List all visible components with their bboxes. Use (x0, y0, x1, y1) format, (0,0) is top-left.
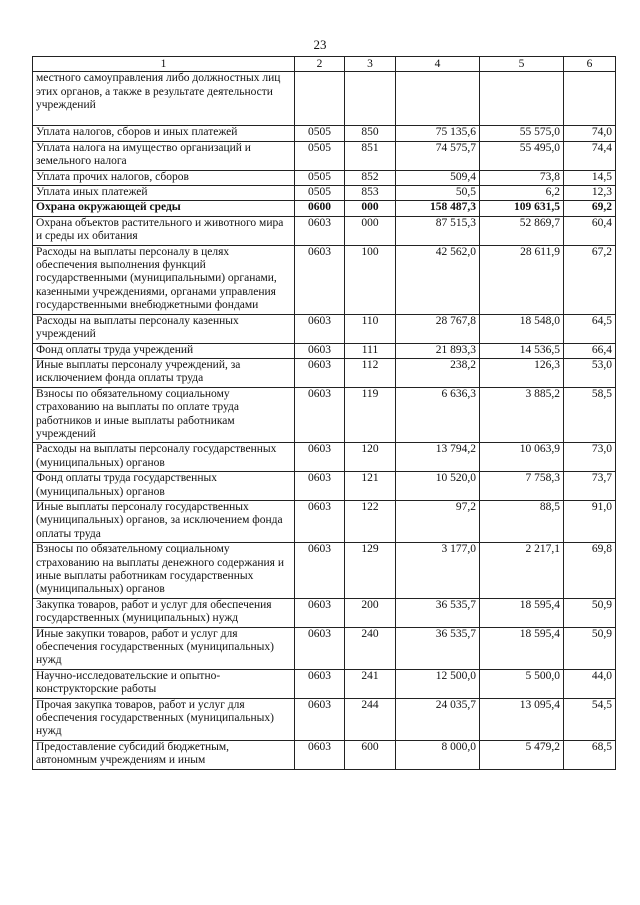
section-code: 0603 (295, 343, 345, 358)
actual-amount: 13 095,4 (480, 698, 564, 740)
execution-percent: 64,5 (564, 314, 616, 343)
section-code: 0603 (295, 358, 345, 387)
actual-amount: 55 575,0 (480, 126, 564, 141)
section-code: 0505 (295, 126, 345, 141)
actual-amount: 52 869,7 (480, 216, 564, 245)
actual-amount: 7 758,3 (480, 472, 564, 501)
planned-amount: 12 500,0 (396, 669, 480, 698)
row-name: Охрана окружающей среды (33, 201, 295, 216)
column-header: 5 (480, 57, 564, 72)
expense-type-code: 852 (345, 170, 396, 185)
expense-type-code: 200 (345, 598, 396, 627)
row-name: Уплата прочих налогов, сборов (33, 170, 295, 185)
execution-percent: 44,0 (564, 669, 616, 698)
row-name: Иные закупки товаров, работ и услуг для обеспечения государственных (муниципальных) нужд (33, 627, 295, 669)
table-row (33, 141, 616, 170)
expense-type-code: 111 (345, 343, 396, 358)
section-code: 0603 (295, 627, 345, 669)
execution-percent: 12,3 (564, 186, 616, 201)
expense-type-code: 000 (345, 201, 396, 216)
row-name: Уплата налога на имущество организаций и земельного налога (33, 141, 295, 170)
execution-percent: 53,0 (564, 358, 616, 387)
planned-amount: 87 515,3 (396, 216, 480, 245)
planned-amount: 21 893,3 (396, 343, 480, 358)
section-code: 0603 (295, 472, 345, 501)
section-code (295, 72, 345, 126)
row-name: Научно-исследовательские и опытно-конструкторские работы (33, 669, 295, 698)
section-code: 0603 (295, 216, 345, 245)
table-row (33, 201, 616, 216)
planned-amount: 8 000,0 (396, 740, 480, 769)
actual-amount: 18 595,4 (480, 598, 564, 627)
expense-type-code: 100 (345, 245, 396, 314)
table-row (33, 598, 616, 627)
table-row (33, 740, 616, 769)
actual-amount: 73,8 (480, 170, 564, 185)
actual-amount: 126,3 (480, 358, 564, 387)
expense-type-code: 122 (345, 500, 396, 542)
planned-amount: 10 520,0 (396, 472, 480, 501)
actual-amount: 5 479,2 (480, 740, 564, 769)
section-code: 0603 (295, 443, 345, 472)
table-row (33, 543, 616, 599)
planned-amount: 158 487,3 (396, 201, 480, 216)
actual-amount: 88,5 (480, 500, 564, 542)
execution-percent: 68,5 (564, 740, 616, 769)
row-name: Взносы по обязательному социальному страхованию на выплаты денежного содержания и иные выплаты работникам государственных (муниципальных) органов (33, 543, 295, 599)
actual-amount: 18 595,4 (480, 627, 564, 669)
execution-percent: 60,4 (564, 216, 616, 245)
section-code: 0603 (295, 698, 345, 740)
column-header: 1 (33, 57, 295, 72)
row-name: Иные выплаты персоналу учреждений, за исключением фонда оплаты труда (33, 358, 295, 387)
expense-type-code: 129 (345, 543, 396, 599)
table-row (33, 387, 616, 443)
row-name: Прочая закупка товаров, работ и услуг для обеспечения государственных (муниципальных) нужд (33, 698, 295, 740)
planned-amount (396, 72, 480, 126)
table-row (33, 627, 616, 669)
planned-amount: 36 535,7 (396, 627, 480, 669)
expense-type-code: 112 (345, 358, 396, 387)
actual-amount: 14 536,5 (480, 343, 564, 358)
expense-type-code (345, 72, 396, 126)
column-header: 3 (345, 57, 396, 72)
table-row (33, 669, 616, 698)
planned-amount: 3 177,0 (396, 543, 480, 599)
execution-percent: 14,5 (564, 170, 616, 185)
row-name: Фонд оплаты труда государственных (муниципальных) органов (33, 472, 295, 501)
execution-percent: 91,0 (564, 500, 616, 542)
table-row (33, 472, 616, 501)
table-row (33, 72, 616, 126)
section-code: 0505 (295, 170, 345, 185)
actual-amount: 6,2 (480, 186, 564, 201)
expense-type-code: 853 (345, 186, 396, 201)
actual-amount: 2 217,1 (480, 543, 564, 599)
planned-amount: 74 575,7 (396, 141, 480, 170)
execution-percent: 73,0 (564, 443, 616, 472)
row-name: Расходы на выплаты персоналу государственных (муниципальных) органов (33, 443, 295, 472)
execution-percent: 50,9 (564, 598, 616, 627)
table-row (33, 443, 616, 472)
row-name: Расходы на выплаты персоналу в целях обеспечения выполнения функций государственными (муниципальными) органами, казенными учреждениями, органами управления государственными внебюджетными фондами (33, 245, 295, 314)
budget-table (32, 56, 616, 770)
execution-percent: 58,5 (564, 387, 616, 443)
row-name: Фонд оплаты труда учреждений (33, 343, 295, 358)
planned-amount: 50,5 (396, 186, 480, 201)
table-row (33, 170, 616, 185)
expense-type-code: 121 (345, 472, 396, 501)
actual-amount: 10 063,9 (480, 443, 564, 472)
planned-amount: 75 135,6 (396, 126, 480, 141)
execution-percent: 69,8 (564, 543, 616, 599)
column-header: 6 (564, 57, 616, 72)
execution-percent: 73,7 (564, 472, 616, 501)
table-row (33, 698, 616, 740)
planned-amount: 42 562,0 (396, 245, 480, 314)
planned-amount: 238,2 (396, 358, 480, 387)
actual-amount: 109 631,5 (480, 201, 564, 216)
table-row (33, 186, 616, 201)
table-row (33, 343, 616, 358)
planned-amount: 24 035,7 (396, 698, 480, 740)
header-row (33, 57, 616, 72)
table-body (33, 72, 616, 769)
section-code: 0603 (295, 245, 345, 314)
column-header: 2 (295, 57, 345, 72)
section-code: 0603 (295, 500, 345, 542)
row-name: местного самоуправления либо должностных лиц этих органов, а также в результате деятельности учреждений (33, 72, 295, 126)
planned-amount: 28 767,8 (396, 314, 480, 343)
expense-type-code: 600 (345, 740, 396, 769)
execution-percent: 50,9 (564, 627, 616, 669)
table-row (33, 358, 616, 387)
section-code: 0600 (295, 201, 345, 216)
execution-percent (564, 72, 616, 126)
expense-type-code: 851 (345, 141, 396, 170)
execution-percent: 54,5 (564, 698, 616, 740)
table-row (33, 245, 616, 314)
expense-type-code: 850 (345, 126, 396, 141)
actual-amount: 5 500,0 (480, 669, 564, 698)
section-code: 0603 (295, 387, 345, 443)
section-code: 0603 (295, 669, 345, 698)
section-code: 0603 (295, 740, 345, 769)
row-name: Расходы на выплаты персоналу казенных учреждений (33, 314, 295, 343)
table-row (33, 216, 616, 245)
planned-amount: 509,4 (396, 170, 480, 185)
planned-amount: 6 636,3 (396, 387, 480, 443)
planned-amount: 97,2 (396, 500, 480, 542)
planned-amount: 13 794,2 (396, 443, 480, 472)
row-name: Уплата иных платежей (33, 186, 295, 201)
section-code: 0505 (295, 141, 345, 170)
actual-amount: 3 885,2 (480, 387, 564, 443)
expense-type-code: 240 (345, 627, 396, 669)
expense-type-code: 244 (345, 698, 396, 740)
section-code: 0603 (295, 598, 345, 627)
row-name: Предоставление субсидий бюджетным, автономным учреждениям и иным (33, 740, 295, 769)
execution-percent: 69,2 (564, 201, 616, 216)
expense-type-code: 241 (345, 669, 396, 698)
page-number: 23 (313, 37, 327, 52)
row-name: Охрана объектов растительного и животного мира и среды их обитания (33, 216, 295, 245)
section-code: 0603 (295, 543, 345, 599)
expense-type-code: 120 (345, 443, 396, 472)
execution-percent: 74,0 (564, 126, 616, 141)
execution-percent: 67,2 (564, 245, 616, 314)
section-code: 0603 (295, 314, 345, 343)
table-row (33, 500, 616, 542)
row-name: Взносы по обязательному социальному страхованию на выплаты по оплате труда работников и иные выплаты работникам учреждений (33, 387, 295, 443)
table-row (33, 314, 616, 343)
expense-type-code: 000 (345, 216, 396, 245)
execution-percent: 74,4 (564, 141, 616, 170)
actual-amount: 28 611,9 (480, 245, 564, 314)
expense-type-code: 110 (345, 314, 396, 343)
actual-amount: 55 495,0 (480, 141, 564, 170)
planned-amount: 36 535,7 (396, 598, 480, 627)
section-code: 0505 (295, 186, 345, 201)
execution-percent: 66,4 (564, 343, 616, 358)
row-name: Иные выплаты персоналу государственных (муниципальных) органов, за исключением фонда оплаты труда (33, 500, 295, 542)
row-name: Уплата налогов, сборов и иных платежей (33, 126, 295, 141)
expense-type-code: 119 (345, 387, 396, 443)
table-row (33, 126, 616, 141)
row-name: Закупка товаров, работ и услуг для обеспечения государственных (муниципальных) нужд (33, 598, 295, 627)
column-header: 4 (396, 57, 480, 72)
actual-amount: 18 548,0 (480, 314, 564, 343)
actual-amount (480, 72, 564, 126)
